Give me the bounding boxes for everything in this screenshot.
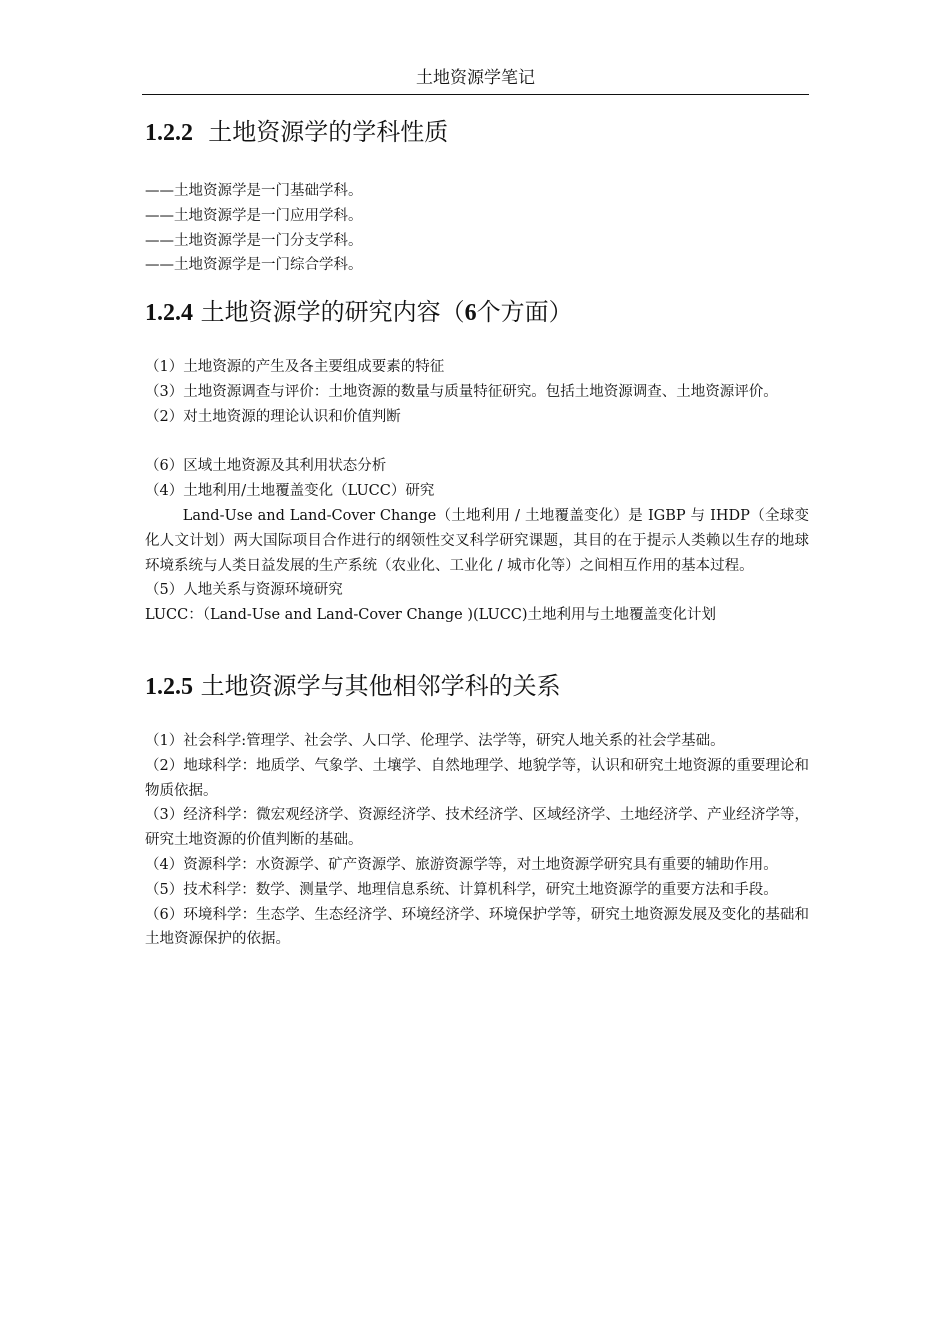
section-125-heading: [145, 666, 809, 707]
related-discipline-item: （4）资源科学：水资源学、矿产资源学、旅游资源学等，对土地资源学研究具有重要的辅助作用。: [145, 856, 778, 873]
section-124-title-count: 6: [464, 300, 477, 327]
section-125-title: 土地资源学与其他相邻学科的关系: [200, 671, 561, 700]
section-122-item: ——土地资源学是一门基础学科。: [145, 183, 363, 199]
section-125-number: 1.2.5: [145, 673, 193, 700]
related-discipline-item: （6）环境科学：生态学、生态经济学、环境经济学、环境保护学等，研究土地资源发展及变化的基础和土地资源保护的依据。: [145, 906, 809, 948]
section-124-title-part2: 个方面）: [476, 298, 573, 327]
research-content-item-2: （2）对土地资源的理论认识和价值判断: [145, 408, 401, 425]
document-body: [145, 112, 809, 952]
section-122-item: ——土地资源学是一门综合学科。: [145, 257, 363, 274]
research-content-item-5: （5）人地关系与资源环境研究: [145, 582, 343, 599]
section-122-title: 土地资源学的学科性质: [208, 118, 449, 146]
header-divider: [142, 94, 809, 95]
research-content-item-4: （4）土地利用/土地覆盖变化（LUCC）研究: [145, 483, 435, 500]
research-content-item-1: （1）土地资源的产生及各主要组成要素的特征: [145, 359, 445, 376]
related-discipline-item: （2）地球科学：地质学、气象学、土壤学、自然地理学、地貌学等，认识和研究土地资源的重要理论和物质依据。: [145, 757, 809, 799]
lucc-description: Land-Use and Land-Cover Change（土地利用 / 土地覆盖变化）是 IGBP 与 IHDP（全球变化人文计划）两大国际项目合作进行的纲领性交叉科学研究课题，其目的在于提示人类赖以生存的地球环境系统与人类日益发展的生产系统（农业化、工业化 / 城市化等）之间相互作用的基本过程。: [145, 507, 809, 574]
section-124-title-part1: 土地资源学的研究内容（: [200, 298, 465, 327]
related-discipline-item: （1）社会科学:管理学、社会学、人口学、伦理学、法学等，研究人地关系的社会学基础。: [145, 732, 725, 749]
section-122-heading: [145, 112, 809, 153]
section-124-number: 1.2.4: [145, 300, 193, 327]
related-discipline-item: （5）技术科学：数学、测量学、地理信息系统、计算机科学，研究土地资源学的重要方法和手段。: [145, 881, 778, 898]
lucc-definition: LUCC：（Land-Use and Land-Cover Change )(LUCC)土地利用与土地覆盖变化计划: [145, 607, 717, 624]
research-content-item-6: （6）区域土地资源及其利用状态分析: [145, 458, 387, 475]
section-122-item: ——土地资源学是一门分支学科。: [145, 232, 363, 249]
section-124-heading: [145, 292, 809, 333]
related-discipline-item: （3）经济科学：微宏观经济学、资源经济学、技术经济学、区域经济学、土地经济学、产业经济学等，研究土地资源的价值判断的基础。: [145, 807, 809, 849]
section-122-number: 1.2.2: [145, 120, 193, 146]
page-header-title: 土地资源学笔记: [416, 68, 535, 88]
section-122-item: ——土地资源学是一门应用学科。: [145, 207, 363, 224]
research-content-item-3: （3）土地资源调查与评价：土地资源的数量与质量特征研究。包括土地资源调查、土地资源评价。: [145, 383, 778, 400]
